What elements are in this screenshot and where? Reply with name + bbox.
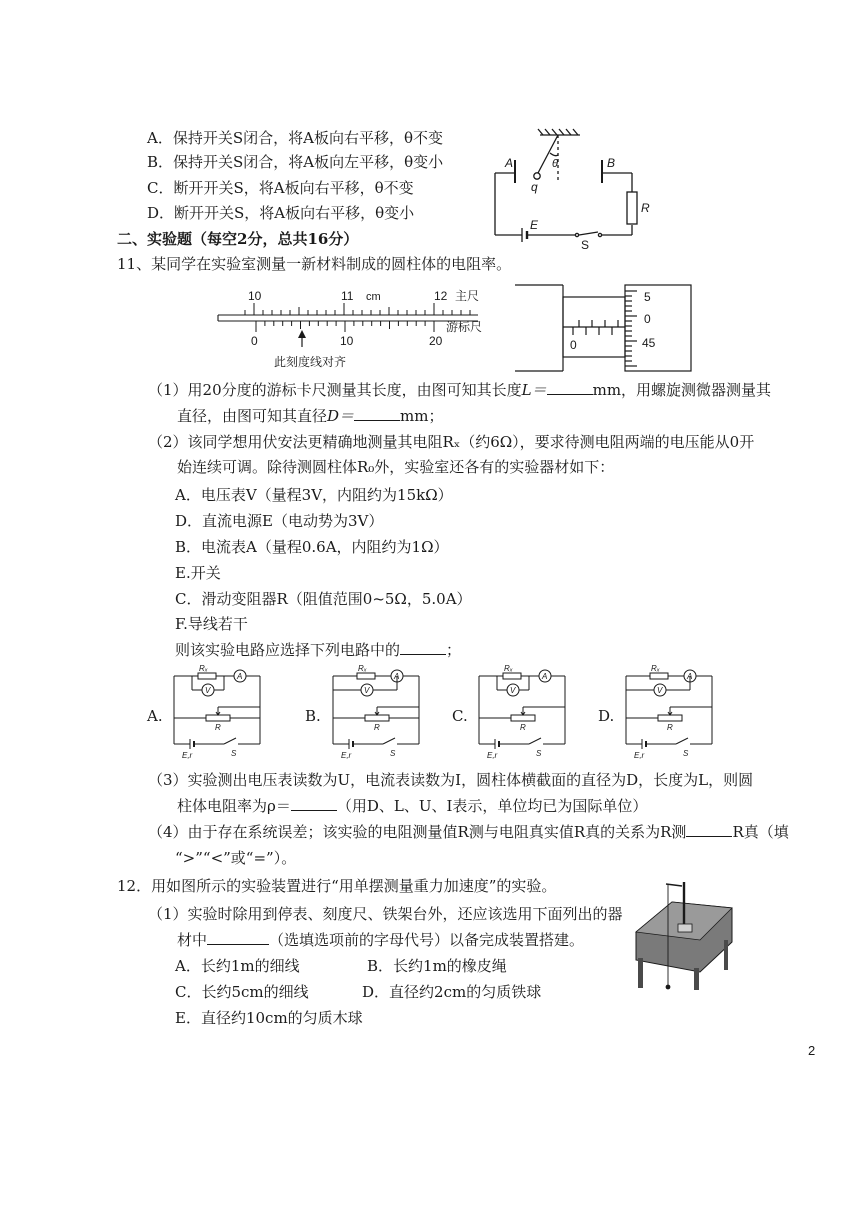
thimble-tick-5: 5 [644,290,651,304]
q12-option-c: C．长约5cm的细线 [175,983,309,1001]
answer-blank-resistivity[interactable] [291,796,337,811]
q11-part1-line2: 直径，由图可知其直径D＝ mm； [177,407,444,425]
align-note: 此刻度线对齐 [274,355,347,369]
charge-label: q [531,180,538,194]
rheostat-label: R [215,723,221,732]
main-tick-12: 12 [434,289,448,303]
rheostat-label: R [374,723,380,732]
vernier-tick-10: 10 [340,334,354,348]
rx-resistor [357,673,375,679]
switch-icon [529,738,541,744]
answer-blank-length[interactable] [547,380,593,395]
angle-label: θ [552,158,558,170]
equipment-item: A．电压表V（量程3V，内阻约为15kΩ） [175,486,453,504]
circuit-diagram-c [473,662,573,762]
switch-icon [676,738,688,744]
q11-part3-line2: 柱体电阻率为ρ＝ （用D、L、U、I表示，单位均已为国际单位） [177,797,648,815]
vernier-caliper-figure [218,283,498,373]
circuit-diagram-a [168,662,268,762]
pendulum-apparatus-figure [632,880,732,992]
q12-option-d: D．直径约2cm的匀质铁球 [362,983,542,1001]
voltmeter-label: V [364,686,370,695]
circuit-choice-line: 则该实验电路应选择下列电路中的 ； [175,641,462,659]
micrometer-figure [515,283,695,373]
rx-resistor [198,673,216,679]
switch-label: S [581,238,590,252]
arrow-head-icon [298,330,306,338]
section-title: 二、实验题（每空2分，总共16分） [117,230,359,248]
switch-label: S [231,749,237,758]
resistor-label: R [641,201,650,215]
ammeter-label: A [687,672,693,681]
q12-part1-line2: 材中 （选填选项前的字母代号）以备完成装置搭建。 [177,931,585,949]
ammeter-label: A [237,672,243,681]
rheostat-label: R [520,723,526,732]
q11-part2-line1: （2）该同学想用伏安法更精确地测量其电阻Rₓ（约6Ω），要求待测电阻两端的电压能从0开 [148,433,755,451]
equipment-item: B．电流表A（量程0.6A，内阻约为1Ω） [175,538,449,556]
rx-resistor [503,673,521,679]
q10-option-d: D．断开开关S，将A板向右平移，θ变小 [147,204,415,222]
rx-label: Rₓ [358,664,367,673]
source-label: E [530,218,539,232]
answer-blank-circuit[interactable] [400,640,446,655]
sleeve-zero: 0 [570,338,577,352]
source-label: E,r [634,751,645,760]
plate-b-label: B [607,156,616,170]
plate-a-label: A [505,156,514,170]
switch-label: S [390,749,396,758]
switch-icon [383,738,395,744]
source-label: E,r [341,751,352,760]
vernier-tick-0: 0 [251,334,258,348]
circuit-diagram-b [327,662,427,762]
circuit-diagram-d [620,662,720,762]
equipment-item: C．滑动变阻器R（阻值范围0~5Ω，5.0A） [175,590,472,608]
q12-stem: 12．用如图所示的实验装置进行“用单摆测量重力加速度”的实验。 [117,877,557,895]
answer-blank-diameter[interactable] [354,406,400,421]
switch-label: S [683,749,689,758]
ammeter-label: A [542,672,548,681]
q11-part3-line1: （3）实验测出电压表读数为U，电流表读数为I，圆柱体横截面的直径为D，长度为L，则圆 [148,771,754,789]
voltmeter-label: V [657,686,663,695]
q12-part1-line1: （1）实验时除用到停表、刻度尺、铁架台外，还应该选用下面列出的器 [148,905,623,923]
circuit-label-c: C. [452,707,468,725]
answer-blank-comparison[interactable] [686,822,732,837]
thimble-tick-45: 45 [642,336,656,350]
rx-resistor [650,673,668,679]
voltmeter-label: V [510,686,516,695]
answer-blank-equipment[interactable] [207,930,269,945]
rx-label: Rₓ [199,664,208,673]
q11-stem: 11、某同学在实验室测量一新材料制成的圆柱体的电阻率。 [117,255,512,273]
source-label: E,r [182,751,193,760]
main-tick-10: 10 [248,289,262,303]
main-scale-label: 主尺 [455,289,480,303]
q10-option-a: A．保持开关S闭合，将A板向右平移，θ不变 [147,129,443,147]
voltmeter-label: V [205,686,211,695]
circuit-label-d: D. [598,707,615,725]
thimble-tick-0: 0 [644,312,651,326]
q11-part4-line1: （4）由于存在系统误差；该实验的电阻测量值R测与电阻真实值R真的关系为R测 R真（填 [148,823,789,841]
circuit-label-a: A. [147,707,163,725]
vernier-scale-label: 游标尺 [446,320,483,334]
equipment-item: D．直流电源E（电动势为3V） [175,512,384,530]
source-label: E,r [487,751,498,760]
equipment-item: F.导线若干 [175,615,248,633]
q11-part4-line2: “>”“<”或“=”）。 [175,849,297,867]
main-unit: cm [366,291,381,303]
q10-option-b: B．保持开关S闭合，将A板向左平移，θ变小 [147,153,444,171]
q11-part2-line2: 始连续可调。除待测圆柱体R₀外，实验室还各有的实验器材如下： [177,458,615,476]
rx-label: Rₓ [651,664,660,673]
q11-part1-line1: （1）用20分度的游标卡尺测量其长度，由图可知其长度L＝ mm，用螺旋测微器测量其 [148,381,772,399]
capacitor-circuit-figure [480,125,660,250]
equipment-item: E.开关 [175,564,221,582]
circuit-label-b: B. [305,707,321,725]
q12-option-b: B．长约1m的橡皮绳 [367,957,507,975]
vernier-tick-20: 20 [429,334,443,348]
ammeter-label: A [394,672,400,681]
switch-label: S [536,749,542,758]
q10-option-c: C．断开开关S，将A板向右平移，θ不变 [147,179,414,197]
q12-option-e: E．直径约10cm的匀质木球 [175,1009,363,1027]
main-tick-11: 11 [341,289,354,303]
q12-option-a: A．长约1m的细线 [175,957,300,975]
switch-icon [224,738,236,744]
rheostat-label: R [667,723,673,732]
rx-label: Rₓ [504,664,513,673]
page-number: 2 [808,1043,816,1058]
